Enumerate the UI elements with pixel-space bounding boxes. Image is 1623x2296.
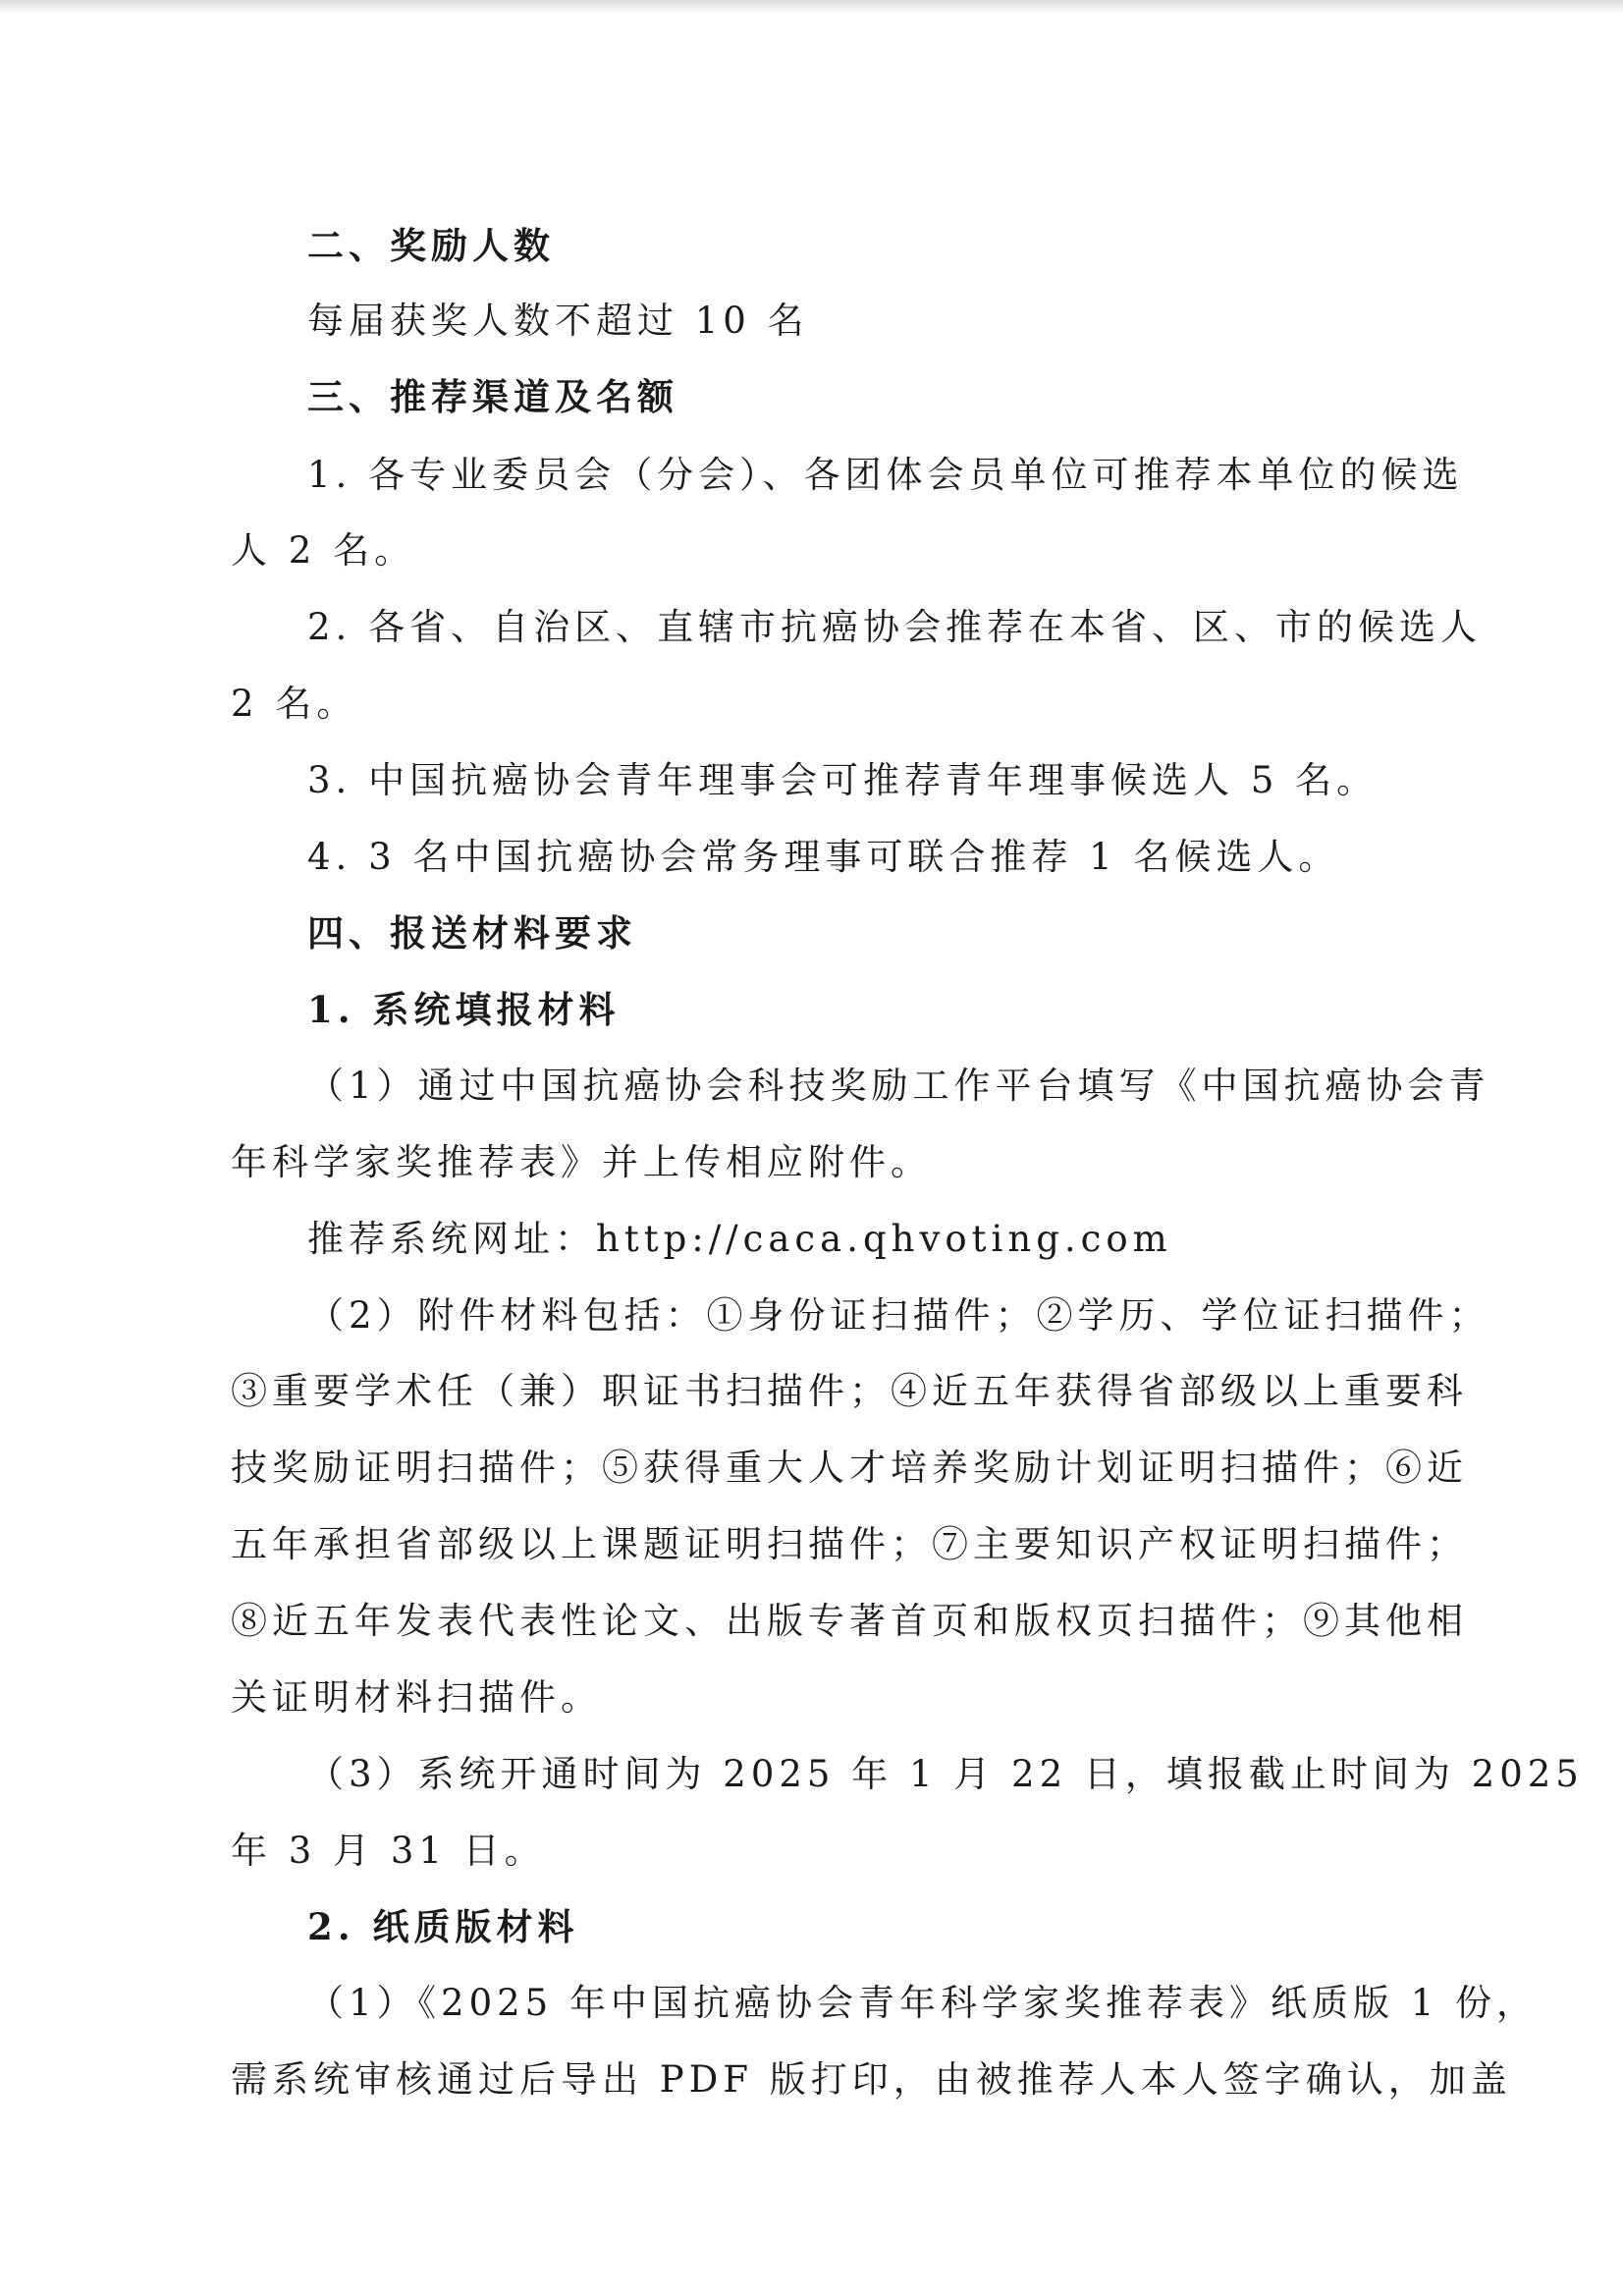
paragraph-line: 2. 各省、自治区、直辖市抗癌协会推荐在本省、区、市的候选人 [307, 606, 1483, 648]
paragraph-line: ⑧近五年发表代表性论文、出版专著首页和版权页扫描件；⑨其他相 [231, 1600, 1468, 1642]
heading-award-count: 二、奖励人数 [307, 224, 555, 267]
subheading-system-materials: 1. 系统填报材料 [307, 988, 621, 1031]
paragraph-line: 4. 3 名中国抗癌协会常务理事可联合推荐 1 名候选人。 [307, 836, 1340, 878]
system-url-line: 推荐系统网址：http://caca.qhvoting.com [307, 1218, 1172, 1260]
document-page [231, 0, 1584, 2296]
paragraph-line: （1）《2025 年中国抗癌协会青年科学家奖推荐表》纸质版 1 份， [307, 1982, 1539, 2024]
paragraph-line: 年科学家奖推荐表》并上传相应附件。 [231, 1141, 932, 1183]
heading-recommendation-channels: 三、推荐渠道及名额 [307, 375, 678, 418]
paragraph-line: 1. 各专业委员会（分会）、各团体会员单位可推荐本单位的候选 [307, 454, 1464, 496]
paragraph-line: 3. 中国抗癌协会青年理事会可推荐青年理事候选人 5 名。 [307, 759, 1379, 801]
paragraph-line: 关证明材料扫描件。 [231, 1676, 602, 1719]
paragraph-line: 五年承担省部级以上课题证明扫描件；⑦主要知识产权证明扫描件； [231, 1523, 1468, 1565]
paragraph-line: （3）系统开通时间为 2025 年 1 月 22 日，填报截止时间为 2025 [307, 1753, 1584, 1795]
paragraph-line: 技奖励证明扫描件；⑤获得重大人才培养奖励计划证明扫描件；⑥近 [231, 1447, 1468, 1489]
heading-materials-requirements: 四、报送材料要求 [307, 911, 637, 955]
subheading-paper-materials: 2. 纸质版材料 [307, 1905, 579, 1948]
paragraph-line: ③重要学术任（兼）职证书扫描件；④近五年获得省部级以上重要科 [231, 1370, 1468, 1412]
paragraph-line: 人 2 名。 [231, 529, 416, 572]
paragraph-line: 2 名。 [231, 683, 358, 725]
paragraph-line: 每届获奖人数不超过 10 名 [307, 300, 809, 342]
paragraph-line: 需系统审核通过后导出 PDF 版打印，由被推荐人本人签字确认，加盖 [231, 2058, 1512, 2101]
paragraph-line: （2）附件材料包括：①身份证扫描件；②学历、学位证扫描件； [307, 1294, 1490, 1337]
paragraph-line: 年 3 月 31 日。 [231, 1830, 546, 1872]
paragraph-line: （1）通过中国抗癌协会科技奖励工作平台填写《中国抗癌协会青 [307, 1065, 1490, 1107]
